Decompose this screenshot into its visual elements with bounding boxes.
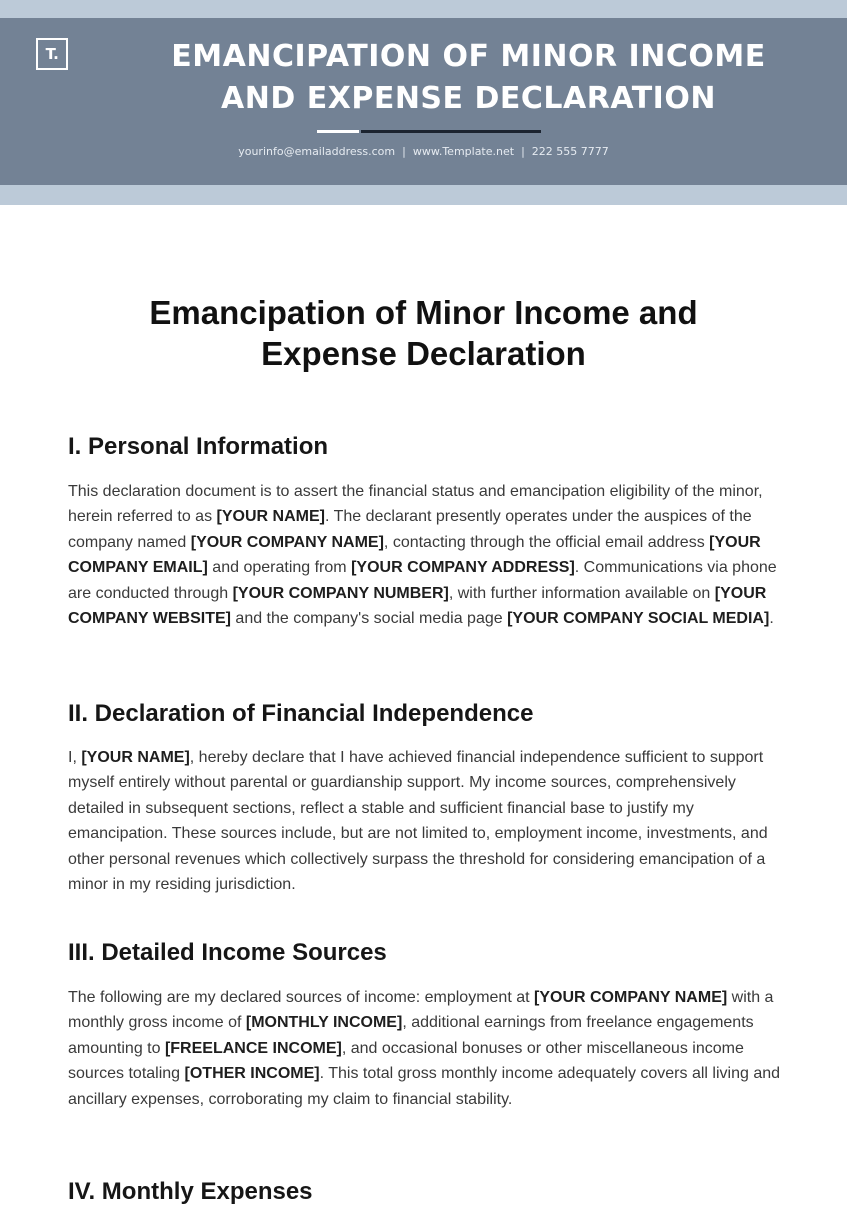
paragraph-text: . The declarant presently operates under the auspices of the company named — [68, 508, 752, 551]
section-paragraph-personal-information — [68, 479, 782, 631]
paragraph-text: . — [769, 610, 774, 628]
header-divider-dark — [361, 130, 541, 133]
contact-email: yourinfo@emailaddress.com — [238, 145, 396, 158]
placeholder-your-name: [YOUR NAME] — [216, 508, 325, 526]
template-logo: T. — [36, 38, 68, 70]
section-paragraph-income-sources — [68, 985, 782, 1112]
placeholder-company-number: [YOUR COMPANY NUMBER] — [232, 584, 449, 602]
paragraph-text: . Communications via phone are conducted through — [68, 559, 777, 602]
placeholder-company-social-media: [YOUR COMPANY SOCIAL MEDIA] — [507, 610, 770, 628]
document-title — [68, 292, 779, 374]
document-title-line-2: Expense Declaration — [261, 335, 586, 372]
contact-website: www.Template.net — [412, 145, 515, 158]
placeholder-your-name: [YOUR NAME] — [81, 749, 190, 766]
header-title — [110, 36, 827, 120]
paragraph-text: and operating from — [207, 559, 352, 577]
placeholder-company-name: [YOUR COMPANY NAME] — [534, 989, 728, 1006]
paragraph-text: . This total gross monthly income adequately covers all living and ancillary expenses, corroborating my claim to financial stability. — [68, 1065, 781, 1108]
contact-line — [0, 144, 847, 160]
contact-separator: | — [521, 145, 525, 158]
placeholder-freelance-income: [FREELANCE INCOME] — [164, 1039, 342, 1057]
paragraph-text: , hereby declare that I have achieved financial independence sufficient to support myself entirely without parental or guardianship support. My income sources, comprehensively detailed in subsequent sections, reflect a stable and sufficient financial base to justify my emancipation. These sources include, but are not limited to, employment income, investments, and other personal revenues which collectively surpass the threshold for considering emancipation of a minor in my residing jurisdiction. — [68, 749, 768, 894]
placeholder-company-website: [YOUR COMPANY WEBSITE] — [68, 584, 767, 628]
placeholder-company-name: [YOUR COMPANY NAME] — [190, 533, 384, 551]
paragraph-text: , with further information available on — [448, 584, 715, 602]
paragraph-text: , contacting through the official email address — [383, 533, 710, 551]
header-banner — [0, 18, 847, 185]
placeholder-company-address: [YOUR COMPANY ADDRESS] — [351, 559, 575, 577]
paragraph-text: I, — [68, 749, 82, 766]
paragraph-text: This declaration document is to assert the financial status and emancipation eligibility of the minor, herein referred to as — [68, 483, 763, 526]
paragraph-text: with a monthly gross income of — [68, 989, 774, 1032]
header-title-line-2: AND EXPENSE DECLARATION — [221, 81, 716, 116]
placeholder-monthly-income: [MONTHLY INCOME] — [245, 1014, 403, 1032]
section-heading-financial-independence: II. Declaration of Financial Independence — [68, 700, 534, 727]
placeholder-company-email: [YOUR COMPANY EMAIL] — [68, 533, 761, 577]
paragraph-text: , and occasional bonuses or other miscellaneous income sources totaling — [68, 1039, 744, 1083]
header-divider-light — [317, 130, 359, 133]
section-heading-income-sources: III. Detailed Income Sources — [68, 939, 387, 966]
paragraph-text: The following are my declared sources of income: employment at — [68, 989, 534, 1006]
section-paragraph-financial-independence — [68, 745, 782, 897]
document-title-line-1: Emancipation of Minor Income and — [149, 294, 698, 331]
contact-separator: | — [402, 145, 406, 158]
section-heading-monthly-expenses: IV. Monthly Expenses — [68, 1178, 313, 1205]
paragraph-text: , additional earnings from freelance engagements amounting to — [68, 1014, 754, 1057]
section-heading-personal-information: I. Personal Information — [68, 433, 329, 460]
header-title-line-1: EMANCIPATION OF MINOR INCOME — [171, 39, 766, 74]
placeholder-other-income: [OTHER INCOME] — [184, 1065, 320, 1083]
paragraph-text: and the company's social media page — [230, 610, 508, 628]
contact-phone: 222 555 7777 — [531, 145, 609, 158]
